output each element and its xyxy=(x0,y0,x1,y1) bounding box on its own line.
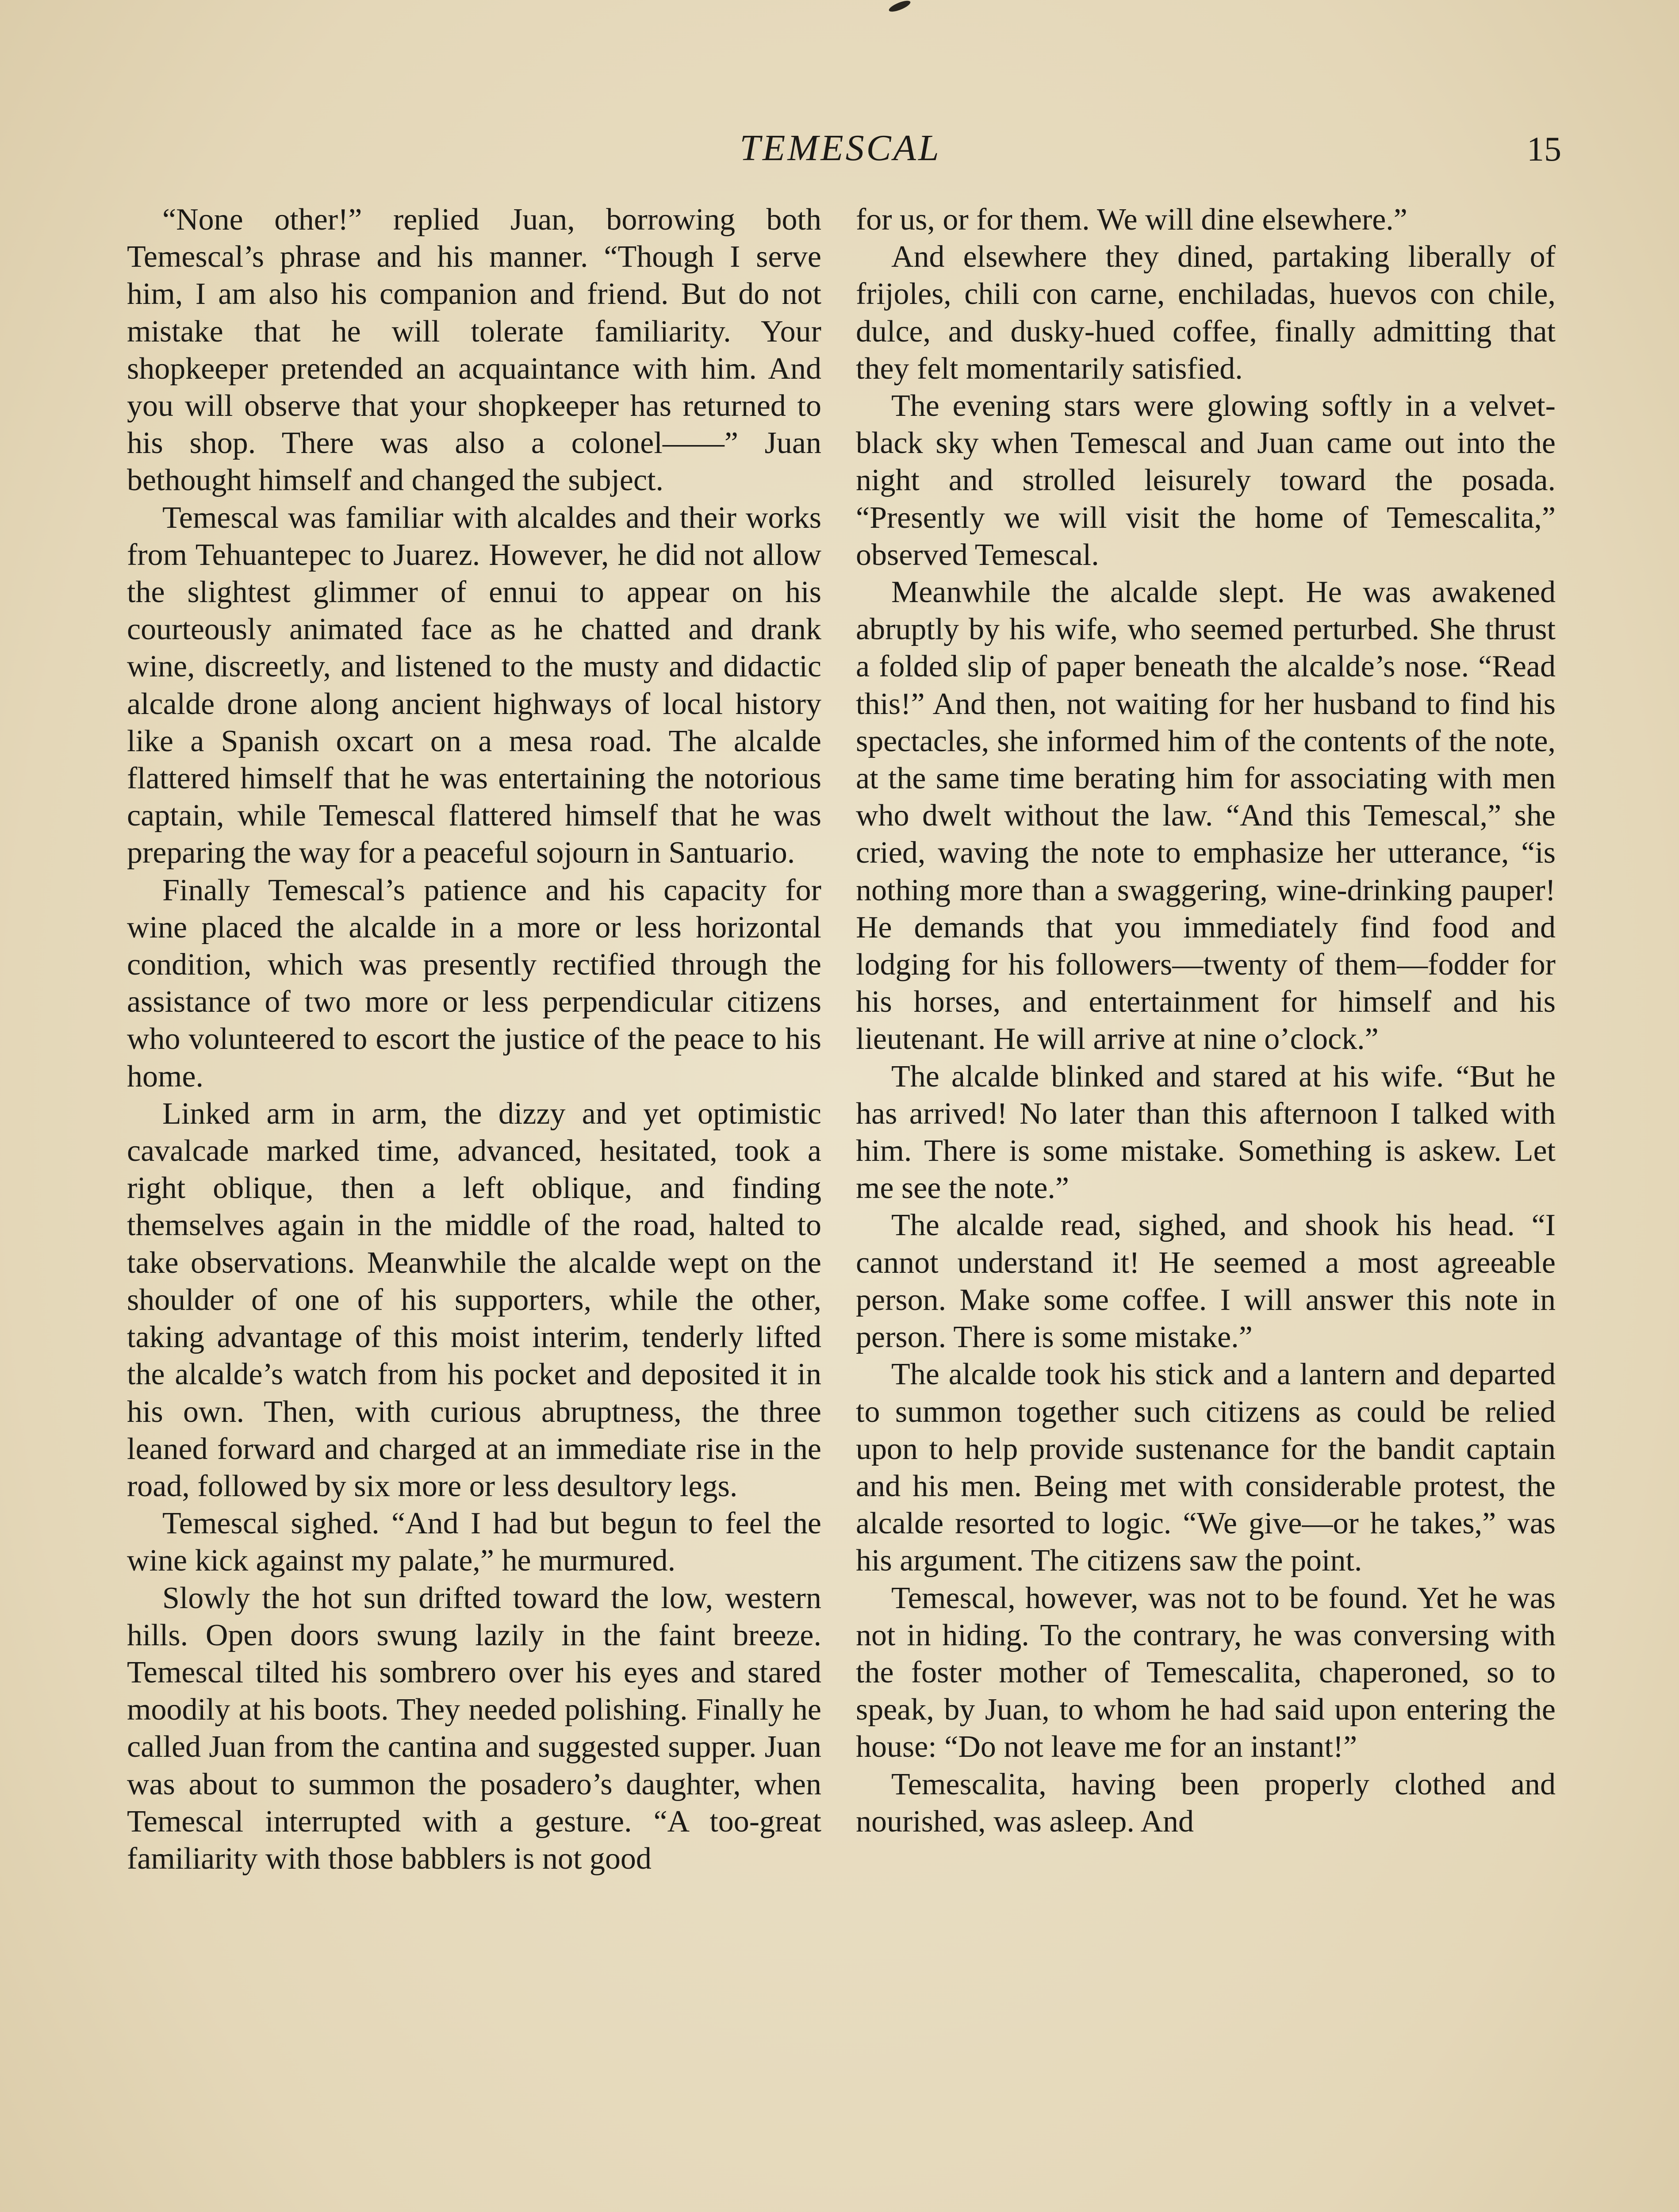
paragraph: Temescalita, having been properly clothed and nourished, was asleep. And xyxy=(856,1767,1556,1839)
paragraph: Temescal sighed. “And I had but begun to feel the wine kick against my palate,” he murmured. xyxy=(127,1506,821,1578)
page-number: 15 xyxy=(1527,130,1561,168)
left-text-column xyxy=(127,201,821,1878)
paragraph: And elsewhere they dined, partaking liberally of frijoles, chili con carne, enchiladas, huevos con chile, dulce, and dusky-hued coffee, finally admitting that they felt momentarily satisfied. xyxy=(856,240,1556,386)
paragraph: Temescal was familiar with alcaldes and their works from Tehuantepec to Juarez. However, he did not allow the slightest glimmer of ennui to appear on his courteously animated face as he chatted and drank wine, discreetly, and listened to the musty and didactic alcalde drone along ancient highways of local history like a Spanish oxcart on a mesa road. The alcalde flattered himself that he was entertaining the notorious captain, while Temescal flattered himself that he was preparing the way for a peaceful sojourn in Santuario. xyxy=(127,500,821,870)
running-title: TEMESCAL xyxy=(740,127,941,169)
paragraph: Temescal, however, was not to be found. Yet he was not in hiding. To the contrary, he was conversing with the foster mother of Temescalita, chaperoned, so to speak, by Juan, to whom he had said upon entering the house: “Do not leave me for an instant!” xyxy=(856,1581,1556,1764)
paragraph: Meanwhile the alcalde slept. He was awakened abruptly by his wife, who seemed perturbed. She thrust a folded slip of paper beneath the alcalde’s nose. “Read this!” And then, not waiting for her husband to find his spectacles, she informed him of the contents of the note, at the same time berating him for associating with men who dwelt without the law. “And this Temescal,” she cried, waving the note to emphasize her utterance, “is nothing more than a swaggering, wine-drinking pauper! He demands that you immediately find food and lodging for his followers—twenty of them—fodder for his horses, and entertainment for himself and his lieutenant. He will arrive at nine o’clock.” xyxy=(856,575,1556,1056)
paragraph-continued: for us, or for them. We will dine elsewhere.” xyxy=(856,203,1407,237)
paragraph: The alcalde read, sighed, and shook his head. “I cannot understand it! He seemed a most agreeable person. Make some coffee. I will answer this note in person. There is some mistake.” xyxy=(856,1208,1556,1355)
paragraph: Finally Temescal’s patience and his capacity for wine placed the alcalde in a more or less horizontal condition, which was presently rectified through the assistance of two more or less perpendicular citizens who volunteered to escort the justice of the peace to his home. xyxy=(127,873,821,1094)
paragraph: “None other!” replied Juan, borrowing both Temescal’s phrase and his manner. “Though I serve him, I am also his companion and friend. But do not mistake that he will tolerate familiarity. Your shopkeeper pretended an acquaintance with him. And you will observe that your shopkeeper has returned to his shop. There was also a colonel——” Juan bethought himself and changed the subject. xyxy=(127,203,821,498)
paragraph: The evening stars were glowing softly in a velvet-black sky when Temescal and Juan came out into the night and strolled leisurely toward the posada. “Presently we will visit the home of Temescalita,” observed Temescal. xyxy=(856,389,1556,572)
ink-smudge xyxy=(888,0,912,14)
right-text-column xyxy=(856,201,1556,1840)
paragraph: The alcalde blinked and stared at his wife. “But he has arrived! No later than this afternoon I talked with him. There is some mistake. Something is askew. Let me see the note.” xyxy=(856,1059,1556,1206)
paragraph: The alcalde took his stick and a lantern and departed to summon together such citizens as could be relied upon to help provide sustenance for the bandit captain and his men. Being met with considerable protest, the alcalde resorted to logic. “We give—or he takes,” was his argument. The citizens saw the point. xyxy=(856,1357,1556,1578)
paragraph: Slowly the hot sun drifted toward the low, western hills. Open doors swung lazily in the faint breeze. Temescal tilted his sombrero over his eyes and stared moodily at his boots. They needed polishing. Finally he called Juan from the cantina and suggested supper. Juan was about to summon the posadero’s daughter, when Temescal interrupted with a gesture. “A too-great familiarity with those babblers is not good xyxy=(127,1581,821,1876)
paragraph: Linked arm in arm, the dizzy and yet optimistic cavalcade marked time, advanced, hesitated, took a right oblique, then a left oblique, and finding themselves again in the middle of the road, halted to take observations. Meanwhile the alcalde wept on the shoulder of one of his supporters, while the other, taking advantage of this moist interim, tenderly lifted the alcalde’s watch from his pocket and deposited it in his own. Then, with curious abruptness, the three leaned forward and charged at an immediate rise in the road, followed by six more or less desultory legs. xyxy=(127,1096,821,1503)
